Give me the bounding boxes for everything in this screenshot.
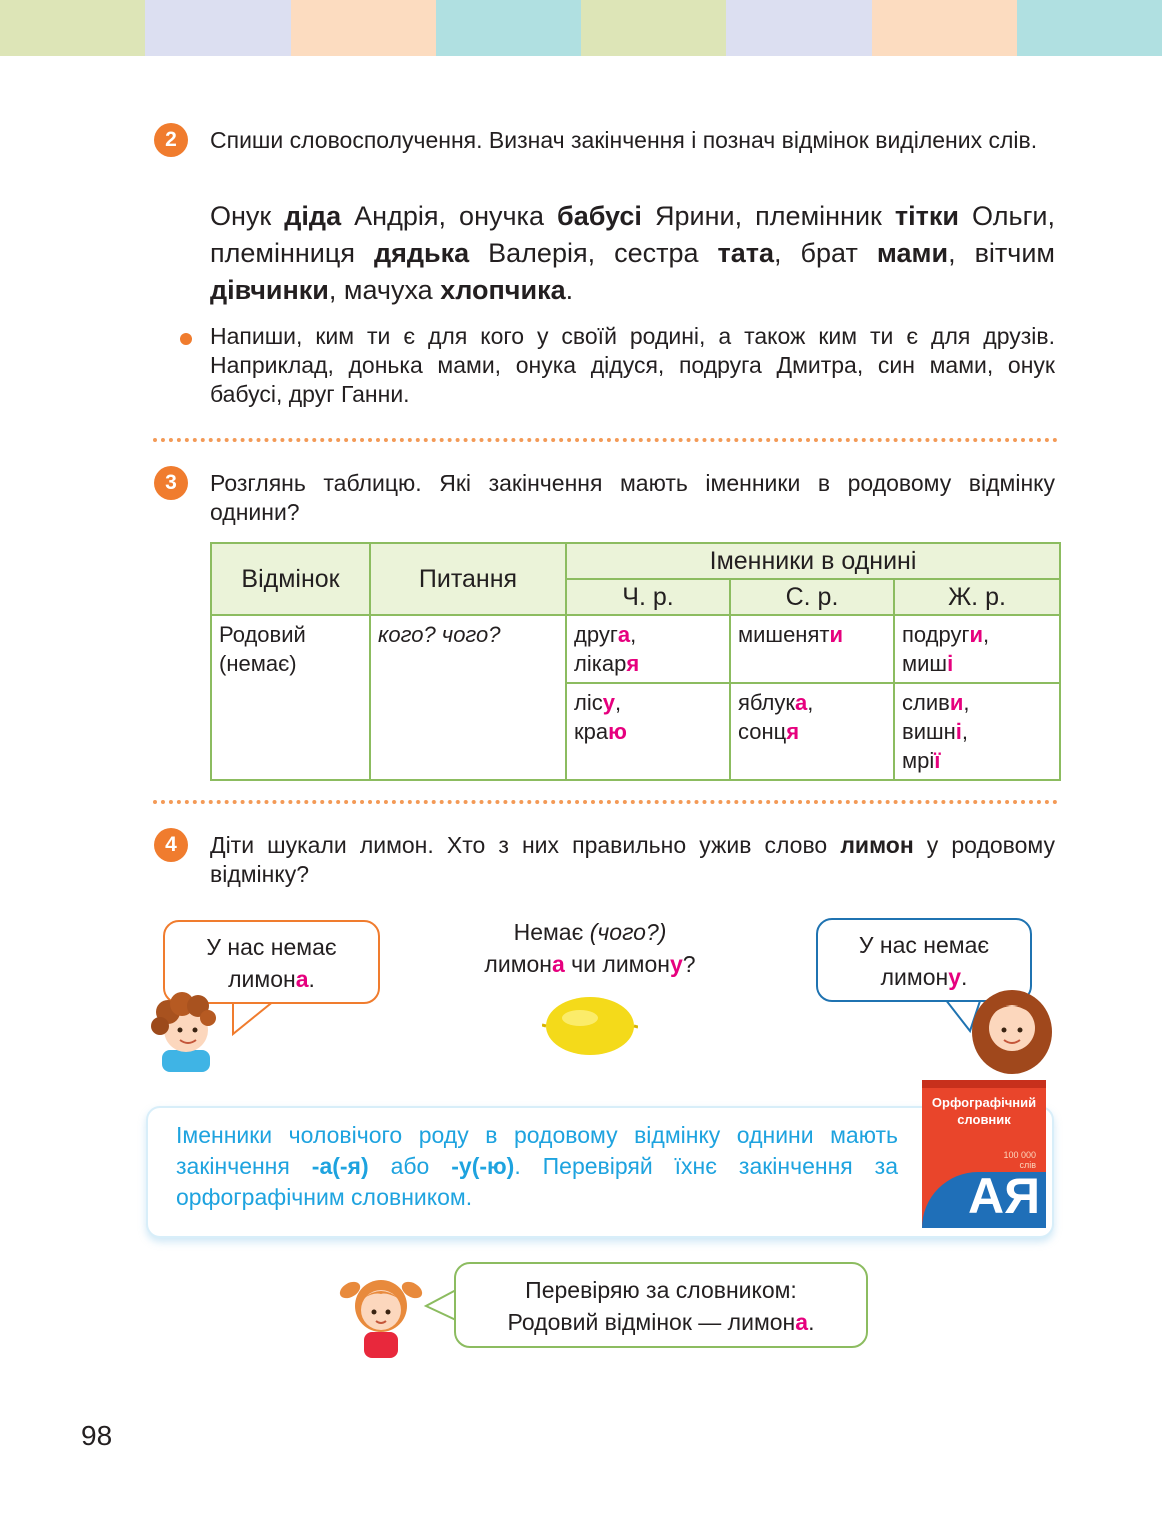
cell-neuter-1: мишеняти [730,615,894,683]
highlighted-ending: у [669,951,683,977]
center-question: Немає (чого?) лимона чи лимону? [484,919,696,977]
emphasized-text: дівчинки [210,275,329,305]
emphasized-text: -у(-ю) [451,1153,515,1179]
book-spine [922,1080,1046,1088]
rule-text: Іменники чоловічого роду в родовому відмінку однини мають закінчення -а(-я) або -у(-ю). Перевіряй їхнє закінчення за орфографічним словником. [176,1122,898,1210]
header-color-stripes [0,0,1162,56]
header-neuter: С. р. [730,579,894,615]
task-3-prompt: Розглянь таблицю. Які закінчення мають іменники в родовому відмінку однини? [210,470,1055,525]
stripe [1017,0,1162,56]
cell-feminine-1: подруги, миші [894,615,1060,683]
stripe [581,0,726,56]
girl-small-icon [336,1254,426,1358]
stripe [145,0,290,56]
highlighted-ending: і [955,719,962,744]
cell-question: кого? чого? [370,615,566,780]
emphasized-text: дядька [373,238,470,268]
cell-masculine-2: лісу, краю [566,683,730,780]
emphasized-text: (чого?) [589,919,667,945]
speech-bubble-bottom: Перевіряю за словником: Родовий відмінок — лимона. [454,1262,868,1348]
highlighted-ending: а [617,622,631,647]
header-masculine: Ч. р. [566,579,730,615]
emphasized-text: тітки [894,201,959,231]
stripe [726,0,871,56]
highlighted-ending: а [795,690,808,715]
cell-masculine-1: друга, лікаря [566,615,730,683]
emphasized-text: -а(-я) [311,1153,369,1179]
dictionary-title [922,1094,1046,1128]
girl-icon [966,984,1058,1076]
emphasized-text: хлопчика [440,275,566,305]
page-number: 98 [81,1420,113,1451]
cell-neuter-2: яблука, сонця [730,683,894,780]
highlighted-ending: а [295,966,309,992]
emphasized-text: діда [284,201,342,231]
stripe [872,0,1017,56]
highlighted-ending: у [602,690,615,715]
highlighted-ending: а [552,951,565,977]
task-4-number: 4 [154,828,188,862]
highlighted-ending: и [969,622,984,647]
speech-bubble-left: У нас немає лимона. [163,920,380,1004]
highlighted-ending: я [786,719,800,744]
boy-icon [146,986,226,1072]
header-question: Питання [370,543,566,615]
task-2-number: 2 [154,123,188,157]
dictionary-title-line1: Орфографічний [931,1095,1037,1110]
dictionary-count-unit: слів [1019,1160,1036,1170]
task-4-prompt: Діти шукали лимон. Хто з них правильно ужив слово лимон у родовому відмінку? [210,832,1055,887]
lemon-icon [542,992,638,1058]
highlighted-ending: у [948,964,961,990]
header-nouns-singular: Іменники в однині [566,543,1060,579]
stripe [291,0,436,56]
dictionary-letters: АЯ [968,1168,1041,1224]
stripe [0,0,145,56]
case-endings-table [210,542,1061,781]
stripe [436,0,581,56]
task-2-prompt: Спиши словосполучення. Визнач закінчення і познач відмінок виділених слів. [210,127,1038,153]
emphasized-text: лимон [840,832,914,858]
emphasized-text: бабусі [557,201,642,231]
dictionary-count [1003,1150,1036,1170]
emphasized-text: мами [876,238,949,268]
header-case: Відмінок [211,543,370,615]
cell-case: Родовий (немає) [211,615,370,780]
dictionary-book-icon [922,1080,1046,1228]
highlighted-ending: і [947,651,954,676]
task-2-bullet-text: Напиши, ким ти є для кого у своїй родині, а також ким ти є для друзів. Наприклад, донька мами, онука дідуся, подруга Дмитра, син мами, онук бабусі, друг Ганни. [210,323,1055,407]
header-feminine: Ж. р. [894,579,1060,615]
highlighted-ending: и [949,690,964,715]
speech-bubble-right: У нас немає лимону. [816,918,1032,1002]
dictionary-title-line2: словник [957,1112,1011,1127]
task-2-text: Онук діда Андрія, онучка бабусі Ярини, племінник тітки Ольги, племінниця дядька Валерія, сестра тата, брат мами, вітчим дівчинки, мачуха хлопчика. [210,201,1056,305]
highlighted-ending: и [829,622,843,647]
highlighted-ending: ї [934,748,941,773]
highlighted-ending: ю [608,719,627,744]
cell-feminine-2: сливи, вишні, мрії [894,683,1060,780]
task-3-number: 3 [154,466,188,500]
emphasized-text: тата [717,238,775,268]
dictionary-count-value: 100 000 [1003,1150,1036,1160]
highlighted-ending: а [795,1309,809,1335]
bullet-icon [180,333,192,345]
highlighted-ending: я [626,651,640,676]
dotted-divider [153,438,1058,442]
dotted-divider [153,800,1058,804]
